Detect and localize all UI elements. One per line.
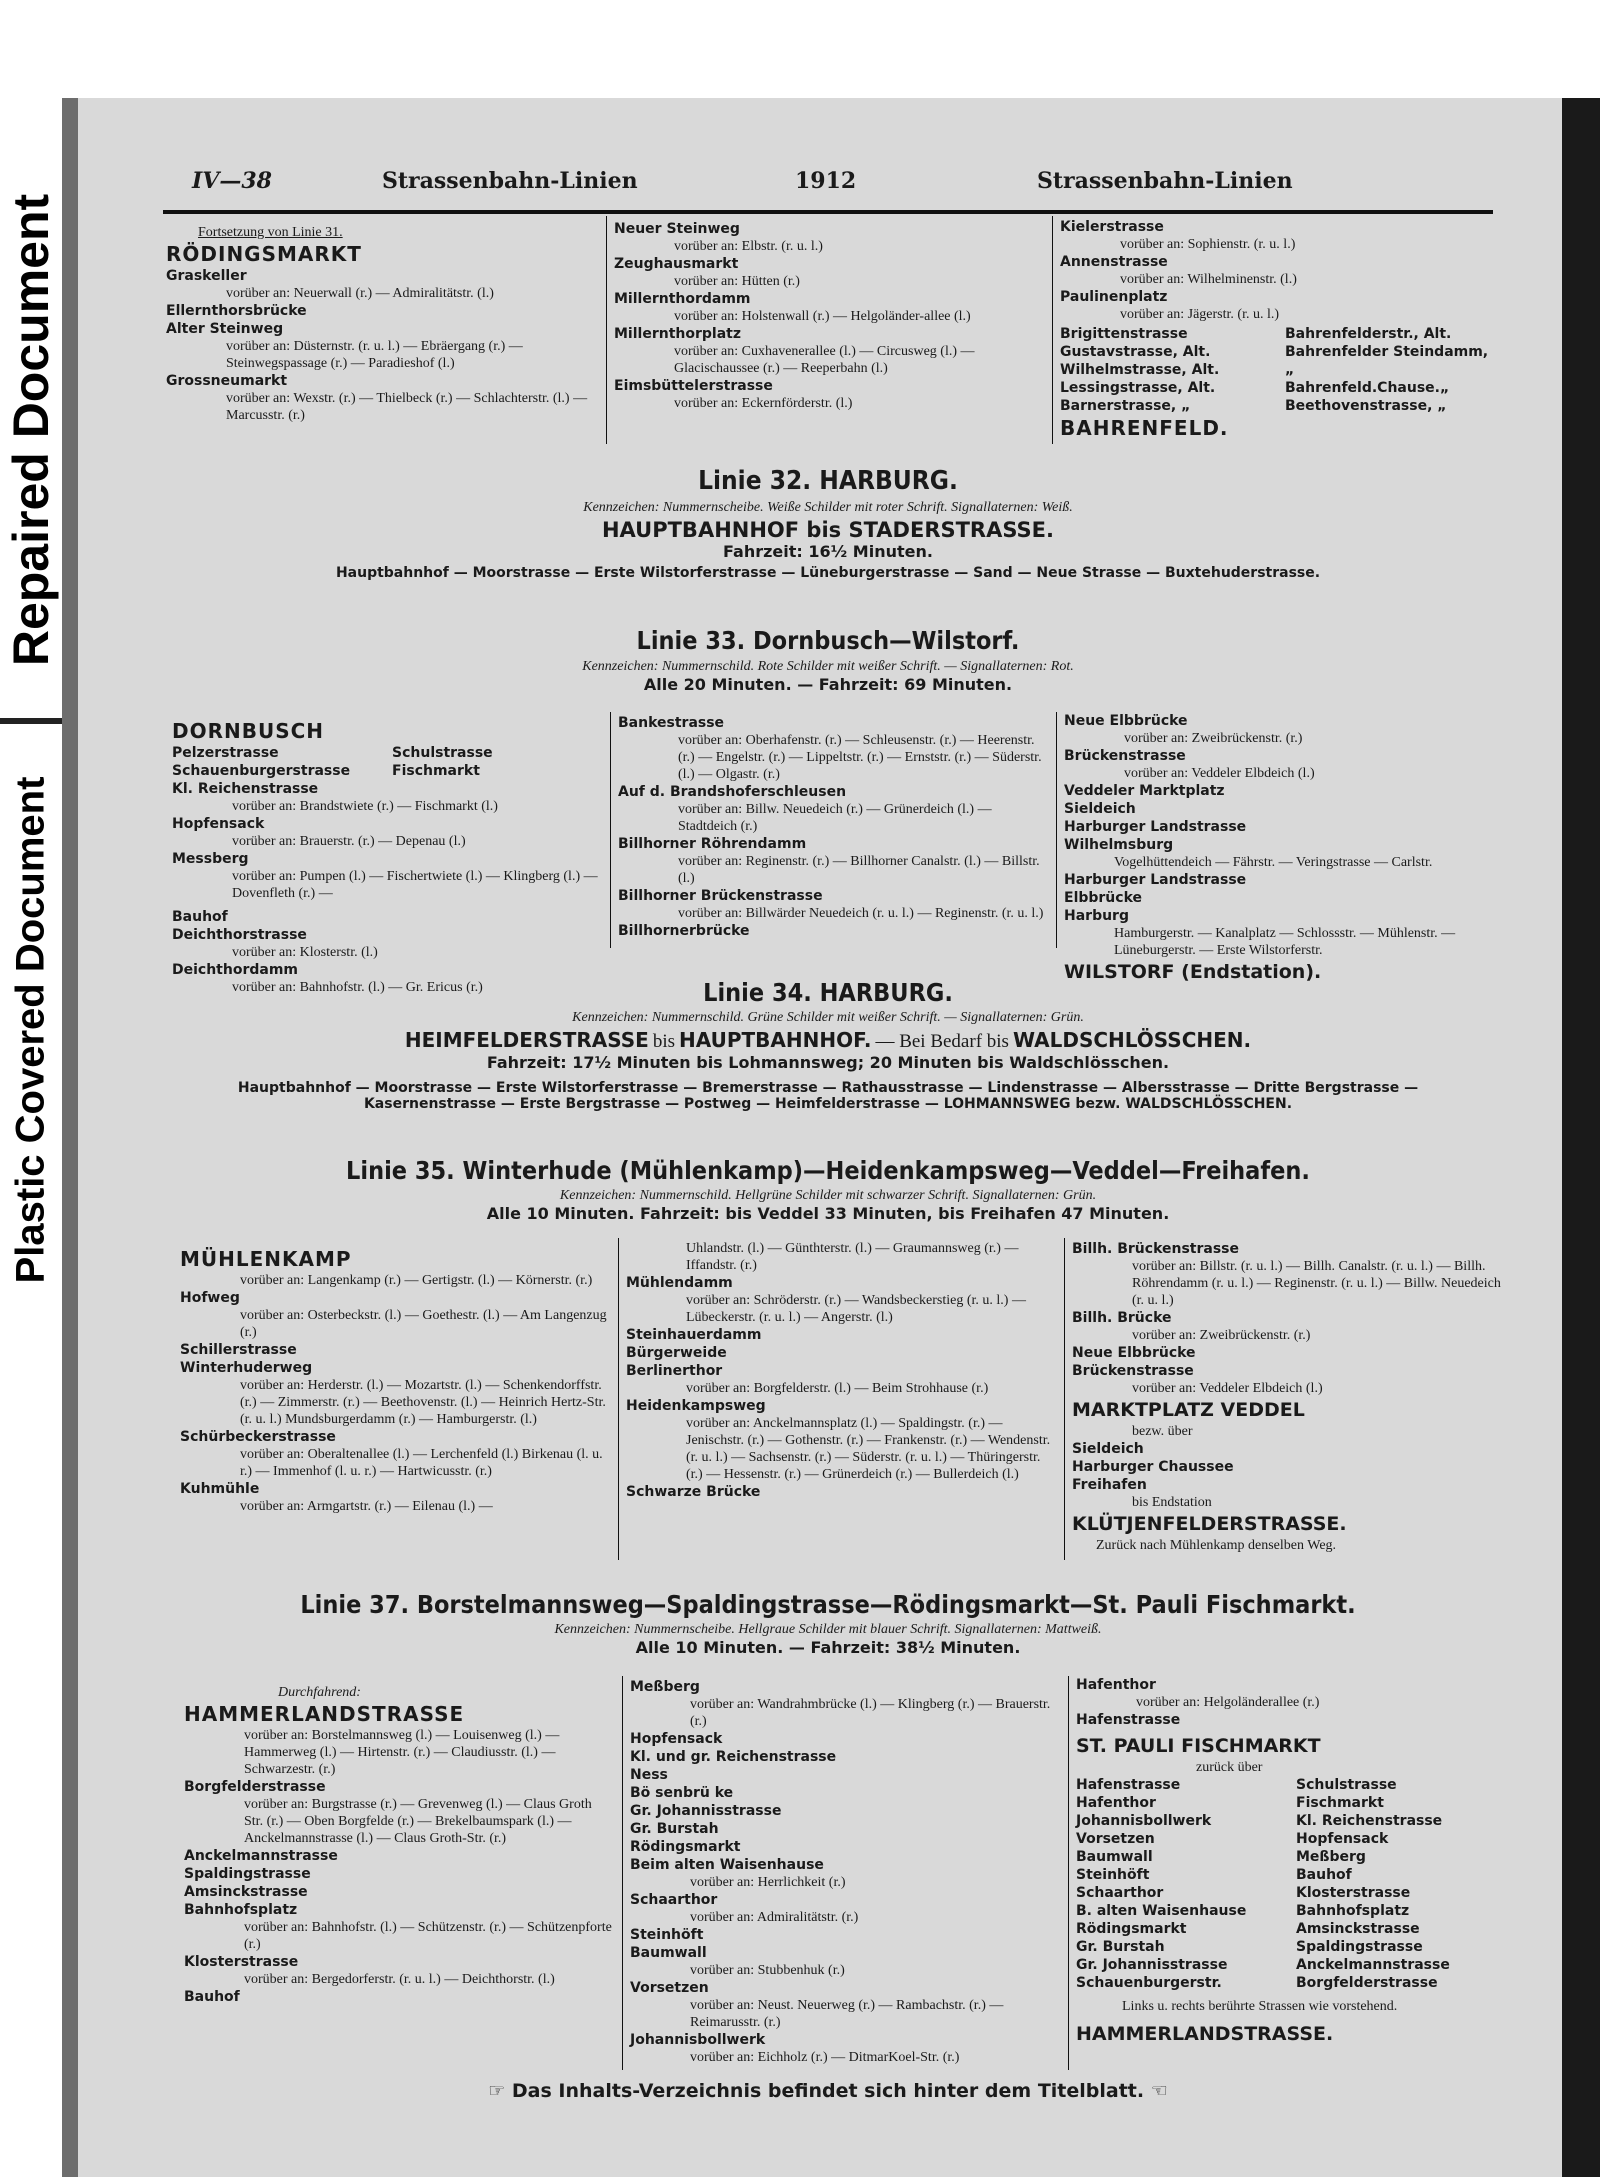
footer-text: Das Inhalts-Verzeichnis befindet sich hinter dem Titelblatt. [511, 2080, 1145, 2102]
stop: Gustavstrasse, Alt. [1060, 344, 1211, 360]
sidebar [0, 0, 62, 2177]
stop-grid [172, 744, 602, 780]
stop-note: Vogelhüttendeich — Fährstr. — Veringstrasse — Carlstr. [1114, 855, 1433, 870]
stop: Klosterstrasse [184, 1954, 299, 1970]
page-edge [1562, 98, 1600, 2177]
pointing-hand-left-icon: ☞ [488, 2080, 506, 2102]
stop: Anckelmannstrasse [184, 1848, 338, 1864]
travel-time: Fahrzeit: 16½ Minuten. [723, 542, 933, 561]
stop: Neue Elbbrücke [1064, 713, 1188, 729]
route-bis: bis [652, 1031, 676, 1052]
stop: Sieldeich [1064, 801, 1136, 817]
stop: Beethovenstrasse, „ [1285, 398, 1447, 414]
section-title: MÜHLENKAMP [180, 1247, 352, 1271]
l33-col-2 [618, 714, 1048, 940]
top-col-2 [614, 220, 1044, 412]
stop: Baumwall [1076, 1849, 1153, 1865]
stop: Bahnhofsplatz [184, 1902, 298, 1918]
stop-grid-left [1060, 325, 1275, 415]
stop-note: vorüber an: Klosterstr. (l.) [232, 945, 378, 960]
stop: Schwarze Brücke [626, 1484, 761, 1500]
stop: Messberg [172, 851, 249, 867]
pointing-hand-right-icon: ☜ [1150, 2080, 1168, 2102]
stop: Harburg [1064, 908, 1129, 924]
stop-note: Uhlandstr. (l.) — Günthterstr. (l.) — Graumannsweg (r.) — Iffandstr. (r.) [686, 1241, 1019, 1273]
linie-35-block [163, 1156, 1493, 1223]
stop-note: vorüber an: Borgfelderstr. (l.) — Beim Strohhause (r.) [686, 1381, 989, 1396]
route-stops: Hauptbahnhof — Moorstrasse — Erste Wilstorferstrasse — Lüneburgerstrasse — Sand — Neue Strasse — Buxtehuderstrasse. [335, 565, 1321, 581]
l35-col-1 [180, 1246, 610, 1515]
linie-33-block [163, 626, 1493, 694]
stop-note: vorüber an: Langenkamp (r.) — Gertigstr. (l.) — Körnerstr. (r.) [240, 1273, 593, 1288]
return-stops-left [1076, 1776, 1286, 1992]
top-col-3 [1060, 218, 1500, 441]
stop-note: vorüber an: Pumpen (l.) — Fischertwiete (l.) — Klingberg (l.) — Dovenfleth (r.) — [232, 869, 598, 901]
stop-grid [1060, 325, 1500, 415]
stop: Hafenthor [1076, 1795, 1156, 1811]
stop-grid-right [1285, 325, 1500, 415]
stop: Schulstrasse [392, 745, 493, 761]
column-rule [1056, 712, 1057, 948]
repaired-document-label: Repaired Document [3, 193, 59, 667]
stop-note: vorüber an: Reginenstr. (r.) — Billhorner Canalstr. (l.) — Billstr. (l.) [678, 854, 1040, 886]
stop: Deichthordamm [172, 962, 299, 978]
stop: Lessingstrasse, Alt. [1060, 380, 1216, 396]
stop: Johannisbollwerk [630, 2032, 766, 2048]
stop-note: Hamburgerstr. — Kanalplatz — Schlossstr. — Mühlenstr. — Lüneburgerstr. — Erste Wilstorferstr. [1114, 926, 1456, 958]
header-rule [163, 210, 1493, 214]
column-rule [622, 1676, 623, 2070]
stop: Gr. Burstah [630, 1821, 719, 1837]
stop: Amsinckstrasse [184, 1884, 308, 1900]
stop-note: vorüber an: Düsternstr. (r. u. l.) — Ebräergang (r.) — Steinwegspassage (r.) — Paradieshof (l.) [226, 339, 523, 371]
stop: Klosterstrasse [1296, 1885, 1411, 1901]
stop-note: vorüber an: Elbstr. (r. u. l.) [674, 239, 823, 254]
line-title: Linie 32. HARBURG. [698, 466, 958, 496]
return-stops-right [1296, 1776, 1506, 1992]
l33-col-1 [172, 718, 602, 996]
l35-col-2 [626, 1240, 1056, 1501]
line-identifier: Kennzeichen: Nummernschild. Rote Schilder mit weißer Schrift. — Signallaternen: Rot. [582, 659, 1074, 674]
column-rule [606, 216, 607, 444]
route-destination: HAUPTBAHNHOF. [679, 1028, 872, 1052]
stop: Hafenstrasse [1076, 1712, 1181, 1728]
stop: Bahrenfelder Steindamm, „ [1285, 344, 1489, 378]
stop: Beim alten Waisenhause [630, 1857, 824, 1873]
stop: Schillerstrasse [180, 1342, 297, 1358]
stop: Schauenburgerstrasse [172, 763, 351, 779]
stop: Gr. Johannisstrasse [1076, 1957, 1228, 1973]
linie-32-block [163, 466, 1493, 581]
stop-note: vorüber an: Oberhafenstr. (r.) — Schleusenstr. (r.) — Heerenstr. (r.) — Engelstr. (r.) — Lippeltstr. (r.) — Ernststr. (r.) — Süderstr. (l.) — Olgastr. (r.) [678, 733, 1042, 782]
destination-note: bis Endstation [1132, 1495, 1212, 1510]
line-title: Linie 34. HARBURG. [703, 978, 953, 1007]
stop: Pelzerstrasse [172, 745, 279, 761]
stop: Hafenthor [1076, 1677, 1156, 1693]
travel-time: Fahrzeit: 17½ Minuten bis Lohmannsweg; 20 Minuten bis Waldschlösschen. [486, 1053, 1170, 1072]
stop-note: vorüber an: Bahnhofstr. (l.) — Schützenstr. (r.) — Schützenpforte (r.) [244, 1920, 612, 1952]
links-rechts-note: Links u. rechts berührte Strassen wie vorstehend. [1122, 1999, 1398, 2014]
route-alt: — Bei Bedarf bis [875, 1031, 1009, 1052]
frequency: Alle 10 Minuten. Fahrzeit: bis Veddel 33 Minuten, bis Freihafen 47 Minuten. [486, 1204, 1170, 1223]
stop: Bauhof [172, 909, 228, 925]
stop: Paulinenplatz [1060, 289, 1168, 305]
stop: Kl. Reichenstrasse [1296, 1813, 1443, 1829]
stop: Bahrenfeld.Chause.„ [1285, 380, 1450, 396]
stop: Borgfelderstrasse [184, 1779, 326, 1795]
terminus: HAMMERLANDSTRASSE. [1076, 2023, 1334, 2045]
stop: Bö senbrü ke [630, 1785, 734, 1801]
continuation-note: Fortsetzung von Linie 31. [198, 225, 343, 240]
stop-note: vorüber an: Sophienstr. (r. u. l.) [1120, 237, 1296, 252]
stop: Alter Steinweg [166, 321, 284, 337]
stop: Grossneumarkt [166, 373, 288, 389]
stop: Hopfensack [1296, 1831, 1389, 1847]
stop: Bauhof [184, 1989, 240, 2005]
stop: Millernthorplatz [614, 326, 741, 342]
sidebar-divider [0, 718, 62, 724]
line-title: Linie 33. Dornbusch—Wilstorf. [636, 626, 1020, 655]
stop: Kl. und gr. Reichenstrasse [630, 1749, 837, 1765]
stop: Rödingsmarkt [630, 1839, 741, 1855]
route-line [163, 1028, 1493, 1053]
page-number: IV—38 [192, 168, 272, 194]
return-note: Zurück nach Mühlenkamp denselben Weg. [1096, 1538, 1337, 1553]
stop: Spaldingstrasse [1296, 1939, 1423, 1955]
stop-note: vorüber an: Wandrahmbrücke (l.) — Klingberg (r.) — Brauerstr. (r.) [690, 1697, 1051, 1729]
stop: Elbbrücke [1064, 890, 1143, 906]
column-rule [1052, 216, 1053, 444]
stop-note: vorüber an: Helgoländerallee (r.) [1136, 1695, 1320, 1710]
stop: Eimsbüttelerstrasse [614, 378, 773, 394]
return-stop-grid [1076, 1776, 1506, 1992]
stop: Kuhmühle [180, 1481, 260, 1497]
stop-note: vorüber an: Billstr. (r. u. l.) — Billh. Canalstr. (r. u. l.) — Billh. Röhrendamm (r. u. l.) — Reginenstr. (r. u. l.) — Billw. Neuedeich (r. u. l.) [1132, 1259, 1501, 1308]
stop-note: vorüber an: Herderstr. (l.) — Mozartstr. (l.) — Schenkendorffstr. (r.) — Zimmerstr. (r.) — Beethovenstr. (l.) — Heinrich Hertz-Str. (r. u. l.) Mundsburgerdamm (r.) — Hamburgerstr. (l.) [240, 1378, 606, 1427]
line-identifier: Kennzeichen: Nummernscheibe. Weiße Schilder mit roter Schrift. Signallaternen: Weiß. [583, 500, 1073, 515]
durchfahrend-label: Durchfahrend: [278, 1685, 361, 1700]
return-via: zurück über [1196, 1760, 1263, 1775]
page-footer [163, 2080, 1493, 2102]
stop: Amsinckstrasse [1296, 1921, 1420, 1937]
stop: Billhorner Röhrendamm [618, 836, 807, 852]
stop-note: vorüber an: Veddeler Elbdeich (l.) [1132, 1381, 1323, 1396]
plastic-covered-label: Plastic Covered Document [8, 776, 53, 1284]
stop: Vorsetzen [1076, 1831, 1155, 1847]
line-identifier: Kennzeichen: Nummernscheibe. Hellgraue Schilder mit blauer Schrift. Signallaternen: Mattweiß. [554, 1622, 1102, 1637]
stop: Hafenstrasse [1076, 1777, 1181, 1793]
stop: Harburger Landstrasse [1064, 872, 1247, 888]
stop: Billh. Brücke [1072, 1310, 1172, 1326]
l33-col-3 [1064, 712, 1504, 985]
stop-note: vorüber an: Wilhelminenstr. (l.) [1120, 272, 1297, 287]
route-origin: HEIMFELDERSTRASSE [404, 1028, 649, 1052]
l37-col-2 [630, 1678, 1060, 2066]
stop: Millernthordamm [614, 291, 751, 307]
stop-note: vorüber an: Holstenwall (r.) — Helgoländer-allee (l.) [674, 309, 971, 324]
section-title: RÖDINGSMARKT [166, 242, 362, 266]
stop: Auf d. Brandshoferschleusen [618, 784, 847, 800]
header-year: 1912 [795, 168, 857, 194]
stop: Billh. Brückenstrasse [1072, 1241, 1240, 1257]
stop-note: vorüber an: Wexstr. (r.) — Thielbeck (r.) — Schlachterstr. (l.) — Marcusstr. (r.) [226, 391, 588, 423]
line-title: Linie 35. Winterhude (Mühlenkamp)—Heidenkampsweg—Veddel—Freihafen. [346, 1156, 1310, 1185]
stop: Schulstrasse [1296, 1777, 1397, 1793]
stop-note: vorüber an: Oberaltenallee (l.) — Lerchenfeld (l.) Birkenau (l. u. r.) — Immenhof (l. u. r.) — Hartwicusstr. (r.) [240, 1447, 603, 1479]
stop: Bauhof [1296, 1867, 1352, 1883]
stop: Anckelmannstrasse [1296, 1957, 1450, 1973]
route-title: HAUPTBAHNHOF bis STADERSTRASSE. [601, 518, 1054, 542]
page-shadow [62, 98, 78, 2177]
terminus: WILSTORF (Endstation). [1064, 961, 1322, 983]
terminus: BAHRENFELD. [1060, 416, 1229, 440]
stop: Bürgerweide [626, 1345, 727, 1361]
stop: Bankestrasse [618, 715, 725, 731]
stop-note: vorüber an: Eckernförderstr. (l.) [674, 396, 853, 411]
page-header [192, 168, 1522, 200]
stop: Hofweg [180, 1290, 240, 1306]
destination: ST. PAULI FISCHMARKT [1076, 1735, 1321, 1757]
stop: Fischmarkt [1296, 1795, 1384, 1811]
destination-note: bezw. über [1132, 1424, 1193, 1439]
stop: Steinhöft [1076, 1867, 1150, 1883]
stop-note: vorüber an: Veddeler Elbdeich (l.) [1124, 766, 1315, 781]
stop-note: vorüber an: Bergedorferstr. (r. u. l.) — Deichthorstr. (l.) [244, 1972, 555, 1987]
route-stops: Hauptbahnhof — Moorstrasse — Erste Wilstorferstrasse — Bremerstrasse — Rathausstrasse — Lindenstrasse — Albersstrasse — Dritte Bergstrasse — [237, 1080, 1419, 1096]
stop-note: vorüber an: Schröderstr. (r.) — Wandsbeckerstieg (r. u. l.) — Lübeckerstr. (r. u. l.) — Angerstr. (l.) [686, 1293, 1026, 1325]
stop-note: vorüber an: Billwärder Neuedeich (r. u. l.) — Reginenstr. (r. u. l.) [678, 906, 1044, 921]
l35-col-3 [1072, 1240, 1506, 1554]
stop: Schauenburgerstr. [1076, 1975, 1222, 1991]
stop: Berlinerthor [626, 1363, 723, 1379]
stop: Neue Elbbrücke [1072, 1345, 1196, 1361]
stop: Brückenstrasse [1064, 748, 1186, 764]
route-stops: Kasernenstrasse — Erste Bergstrasse — Postweg — Heimfelderstrasse — LOHMANNSWEG bezw. WALDSCHLÖSSCHEN. [363, 1096, 1293, 1112]
terminus: KLÜTJENFELDERSTRASSE. [1072, 1513, 1347, 1535]
header-right-title: Strassenbahn-Linien [1037, 168, 1293, 194]
stop: Ness [630, 1767, 668, 1783]
stop: Bahrenfelderstr., Alt. [1285, 326, 1452, 342]
stop: Steinhöft [630, 1927, 704, 1943]
stop-note: vorüber an: Herrlichkeit (r.) [690, 1875, 846, 1890]
l37-col-1 [184, 1684, 614, 2006]
stop: Kl. Reichenstrasse [172, 781, 319, 797]
stop: Gr. Burstah [1076, 1939, 1165, 1955]
stop-note: vorüber an: Armgartstr. (r.) — Eilenau (l.) — [240, 1499, 493, 1514]
stop: Billhornerbrücke [618, 923, 750, 939]
stop-note: vorüber an: Anckelmannsplatz (l.) — Spaldingstr. (r.) — Jenischstr. (r.) — Gothenstr. (r.) — Frankenstr. (r.) — Wendenstr. (r. u. l.) — Sachsenstr. (r.) — Süderstr. (r. u. l.) — Thüringerstr. (r.) — Hessenstr. (r.) — Grünerdeich (r.) — Bullerdeich (l.) [686, 1416, 1051, 1482]
stop: Ellernthorsbrücke [166, 303, 307, 319]
stop: B. alten Waisenhause [1076, 1903, 1247, 1919]
l37-col-3 [1076, 1676, 1506, 2047]
column-rule [618, 1238, 619, 1560]
stop: Vorsetzen [630, 1980, 709, 1996]
stop-note: vorüber an: Stubbenhuk (r.) [690, 1963, 845, 1978]
stop-note: vorüber an: Bahnhofstr. (l.) — Gr. Ericus (r.) [232, 980, 483, 995]
stop: Borgfelderstrasse [1296, 1975, 1438, 1991]
stop: Brigittenstrasse [1060, 326, 1188, 342]
stop: Billhorner Brückenstrasse [618, 888, 823, 904]
stop: Mühlendamm [626, 1275, 733, 1291]
stop: Kielerstrasse [1060, 219, 1164, 235]
stop-note: vorüber an: Brauerstr. (r.) — Depenau (l.) [232, 834, 466, 849]
stop: Baumwall [630, 1945, 707, 1961]
stop: Wilhelmsburg [1064, 837, 1174, 853]
top-col-1 [166, 224, 596, 424]
stop: Harburger Landstrasse [1064, 819, 1247, 835]
header-left-title: Strassenbahn-Linien [382, 168, 638, 194]
stop: Sieldeich [1072, 1441, 1144, 1457]
stop: Gr. Johannisstrasse [630, 1803, 782, 1819]
stop-note: vorüber an: Borstelmannsweg (l.) — Louisenweg (l.) — Hammerweg (l.) — Hirtenstr. (r.) — Claudiusstr. (l.) — Schwarzestr. (r.) [244, 1728, 560, 1777]
stop: Annenstrasse [1060, 254, 1168, 270]
stop-note: vorüber an: Neuerwall (r.) — Admiralitätstr. (l.) [226, 286, 494, 301]
stop: Meßberg [630, 1679, 700, 1695]
stop: Schaarthor [1076, 1885, 1164, 1901]
stop: Hopfensack [630, 1731, 723, 1747]
line-identifier: Kennzeichen: Nummernschild. Grüne Schilder mit weißer Schrift. — Signallaternen: Grün. [572, 1010, 1084, 1025]
stop-note: vorüber an: Zweibrückenstr. (r.) [1132, 1328, 1311, 1343]
stop-note: vorüber an: Osterbeckstr. (l.) — Goethestr. (l.) — Am Langenzug (r.) [240, 1308, 607, 1340]
stop-note: vorüber an: Burgstrasse (r.) — Grevenweg (l.) — Claus Groth Str. (r.) — Oben Borgfelde (r.) — Brekelbaumspark (l.) — Anckelmannstrasse (l.) — Claus Groth-Str. (r.) [244, 1797, 592, 1846]
line-title: Linie 37. Borstelmannsweg—Spaldingstrasse—Rödingsmarkt—St. Pauli Fischmarkt. [300, 1590, 1356, 1619]
column-rule [610, 712, 611, 948]
stop: Wilhelmstrasse, Alt. [1060, 362, 1220, 378]
stop: Winterhuderweg [180, 1360, 313, 1376]
stop-note: vorüber an: Neust. Neuerweg (r.) — Rambachstr. (r.) — Reimarusstr. (r.) [690, 1998, 1004, 2030]
stop: Rödingsmarkt [1076, 1921, 1187, 1937]
stop-note: vorüber an: Hütten (r.) [674, 274, 800, 289]
section-title: HAMMERLANDSTRASSE [184, 1702, 465, 1726]
linie-34-block [163, 978, 1493, 1112]
stop: Barnerstrasse, „ [1060, 398, 1191, 414]
stop: Schürbeckerstrasse [180, 1429, 336, 1445]
stop: Veddeler Marktplatz [1064, 783, 1225, 799]
stop-note: vorüber an: Eichholz (r.) — DitmarKoel-Str. (r.) [690, 2050, 960, 2065]
stop: Hopfensack [172, 816, 265, 832]
linie-37-block [163, 1590, 1493, 1657]
section-title: DORNBUSCH [172, 719, 325, 743]
stop: Heidenkampsweg [626, 1398, 766, 1414]
stop: Schaarthor [630, 1892, 718, 1908]
frequency: Alle 10 Minuten. — Fahrzeit: 38½ Minuten. [635, 1638, 1021, 1657]
stop: Spaldingstrasse [184, 1866, 311, 1882]
column-rule [1064, 1238, 1065, 1560]
stop-note: vorüber an: Jägerstr. (r. u. l.) [1120, 307, 1280, 322]
stop: Graskeller [166, 268, 247, 284]
stop: Bahnhofsplatz [1296, 1903, 1410, 1919]
stop: Deichthorstrasse [172, 927, 307, 943]
stop: Fischmarkt [392, 763, 480, 779]
stop: Zeughausmarkt [614, 256, 739, 272]
stop-note: vorüber an: Zweibrückenstr. (r.) [1124, 731, 1303, 746]
stop: Steinhauerdamm [626, 1327, 762, 1343]
stop: Freihafen [1072, 1477, 1147, 1493]
frequency: Alle 20 Minuten. — Fahrzeit: 69 Minuten. [643, 675, 1013, 694]
stop-note: vorüber an: Brandstwiete (r.) — Fischmarkt (l.) [232, 799, 498, 814]
stop: Meßberg [1296, 1849, 1366, 1865]
stop-note: vorüber an: Admiralitätstr. (r.) [690, 1910, 859, 1925]
destination: MARKTPLATZ VEDDEL [1072, 1399, 1305, 1421]
stop-note: vorüber an: Billw. Neuedeich (r.) — Grünerdeich (l.) — Stadtdeich (r.) [678, 802, 992, 834]
column-rule [1068, 1676, 1069, 2070]
stop: Johannisbollwerk [1076, 1813, 1212, 1829]
route-alt-destination: WALDSCHLÖSSCHEN. [1012, 1028, 1252, 1052]
stop: Harburger Chaussee [1072, 1459, 1234, 1475]
stop: Brückenstrasse [1072, 1363, 1194, 1379]
line-identifier: Kennzeichen: Nummernschild. Hellgrüne Schilder mit schwarzer Schrift. Signallaternen: Grün. [559, 1188, 1097, 1203]
stop-note: vorüber an: Cuxhavenerallee (l.) — Circusweg (l.) — Glacischaussee (r.) — Reeperbahn (l.) [674, 344, 975, 376]
stop: Neuer Steinweg [614, 221, 740, 237]
